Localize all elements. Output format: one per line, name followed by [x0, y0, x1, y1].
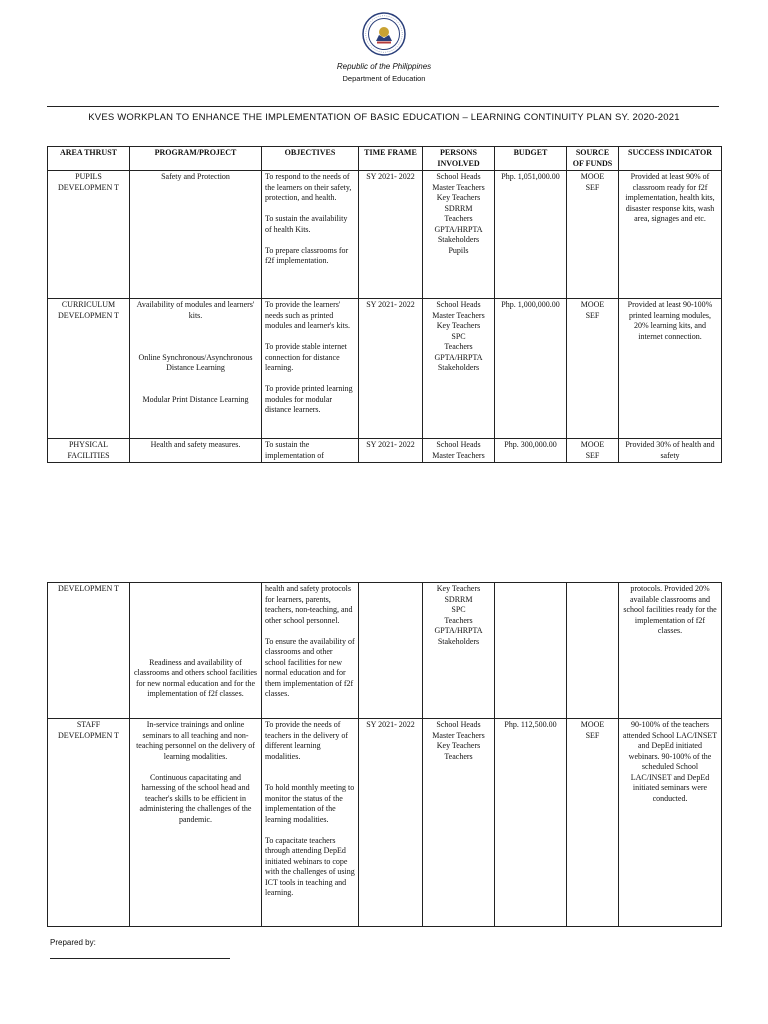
funds-cell: MOOE SEF — [567, 719, 619, 927]
budget-cell: Php. 1,000,000.00 — [495, 299, 567, 439]
funds-cell — [567, 583, 619, 719]
funds-cell: MOOE SEF — [567, 171, 619, 299]
program-cell: In-service trainings and online seminars to all teaching and non-teaching personnel on the delivery of learning modalities. Continuous capacitating and harnessing of the school head and teacher's skills to be efficient in administering the challenges of the pandemic. — [130, 719, 262, 927]
table-row — [48, 171, 722, 299]
time-frame-cell — [359, 583, 423, 719]
table-row — [48, 719, 722, 927]
persons-cell: School Heads Master Teachers Key Teachers SDRRM Teachers GPTA/HRPTA Stakeholders Pupils — [423, 171, 495, 299]
area-thrust-cell: CURRICULUM DEVELOPMEN T — [48, 299, 130, 439]
funds-cell: MOOE SEF — [567, 299, 619, 439]
indicator-cell: 90-100% of the teachers attended School LAC/INSET and DepEd initiated webinars. 90-100% of the scheduled School LAC/INSET and DepEd initiated seminars were conducted. — [619, 719, 722, 927]
area-thrust-cell: DEVELOPMEN T — [48, 583, 130, 719]
budget-cell: Php. 112,500.00 — [495, 719, 567, 927]
budget-cell: Php. 300,000.00 — [495, 439, 567, 463]
col-header-persons: PERSONS INVOLVED — [423, 147, 495, 171]
funds-cell: MOOE SEF — [567, 439, 619, 463]
objectives-cell: To provide the learners' needs such as printed modules and learner's kits. To provide stable internet connection for distance learning. To provide printed learning modules for modular distance learners. — [262, 299, 359, 439]
time-frame-cell: SY 2021- 2022 — [359, 719, 423, 927]
program-cell: Availability of modules and learners' kits. Online Synchronous/Asynchronous Distance Learning Modular Print Distance Learning — [130, 299, 262, 439]
col-header-objectives: OBJECTIVES — [262, 147, 359, 171]
program-cell: Health and safety measures. — [130, 439, 262, 463]
objectives-cell: To sustain the implementation of — [262, 439, 359, 463]
objectives-cell: To respond to the needs of the learners on their safety, protection, and health. To sustain the availability of health Kits. To prepare classrooms for f2f implementation. — [262, 171, 359, 299]
area-thrust-cell: STAFF DEVELOPMEN T — [48, 719, 130, 927]
objectives-cell: health and safety protocols for learners, parents, teachers, non-teaching, and other school personnel. To ensure the availability of classrooms and other school facilities for new normal education and for them implementation of f2f classes. — [262, 583, 359, 719]
area-thrust-cell: PUPILS DEVELOPMEN T — [48, 171, 130, 299]
persons-cell: School Heads Master Teachers — [423, 439, 495, 463]
indicator-cell: Provided at least 90-100% printed learning modules, 20% learning kits, and internet connection. — [619, 299, 722, 439]
persons-cell: Key Teachers SDRRM SPC Teachers GPTA/HRPTA Stakeholders — [423, 583, 495, 719]
col-header-indicator: SUCCESS INDICATOR — [619, 147, 722, 171]
workplan-table-page-1 — [47, 146, 722, 463]
page-title: KVES WORKPLAN TO ENHANCE THE IMPLEMENTATION OF BASIC EDUCATION – LEARNING CONTINUITY PLAN SY. 2020-2021 — [88, 112, 680, 123]
time-frame-cell: SY 2021- 2022 — [359, 299, 423, 439]
indicator-cell: Provided at least 90% of classroom ready for f2f implementation, health kits, disaster response kits, wash area, signages and etc. — [619, 171, 722, 299]
persons-cell: School Heads Master Teachers Key Teachers Teachers — [423, 719, 495, 927]
indicator-cell: protocols. Provided 20% available classrooms and school facilities ready for the implementation of f2f classes. — [619, 583, 722, 719]
signature-line — [50, 958, 230, 959]
prepared-by-label: Prepared by: — [50, 938, 96, 947]
deped-seal-logo — [362, 12, 406, 56]
workplan-table-page-2 — [47, 582, 722, 927]
header-divider — [47, 106, 719, 107]
table-header-row — [48, 147, 722, 171]
col-header-funds: SOURCE OF FUNDS — [567, 147, 619, 171]
republic-label: Republic of the Philippines — [336, 62, 432, 71]
col-header-time: TIME FRAME — [359, 147, 423, 171]
objectives-cell: To provide the needs of teachers in the delivery of different learning modalities. To hold monthly meeting to monitor the status of the implementation of the learning modalities. To capacitate teachers through attending DepEd initiated webinars to cope with the challenges of using ICT tools in teaching and learning. — [262, 719, 359, 927]
indicator-cell: Provided 30% of health and safety — [619, 439, 722, 463]
time-frame-cell: SY 2021- 2022 — [359, 439, 423, 463]
department-label: Department of Education — [342, 74, 426, 83]
budget-cell: Php. 1,051,000.00 — [495, 171, 567, 299]
program-cell: Readiness and availability of classrooms and others school facilities for new normal education and for the implementation of f2f classes. — [130, 583, 262, 719]
table-row — [48, 299, 722, 439]
area-thrust-cell: PHYSICAL FACILITIES — [48, 439, 130, 463]
time-frame-cell: SY 2021- 2022 — [359, 171, 423, 299]
col-header-budget: BUDGET — [495, 147, 567, 171]
table-row — [48, 439, 722, 463]
program-cell: Safety and Protection — [130, 171, 262, 299]
col-header-program: PROGRAM/PROJECT — [130, 147, 262, 171]
table-row — [48, 583, 722, 719]
budget-cell — [495, 583, 567, 719]
persons-cell: School Heads Master Teachers Key Teachers SPC Teachers GPTA/HRPTA Stakeholders — [423, 299, 495, 439]
col-header-area: AREA THRUST — [48, 147, 130, 171]
